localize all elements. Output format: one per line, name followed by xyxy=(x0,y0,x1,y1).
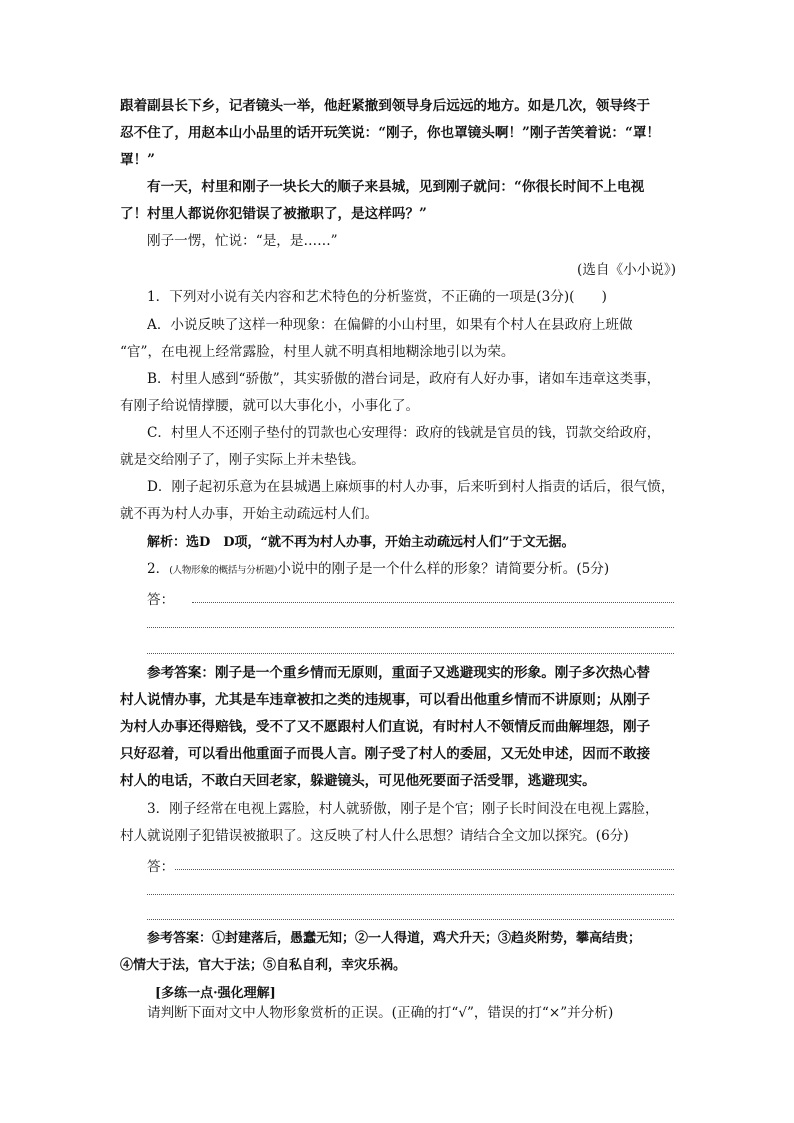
answer-line[interactable] xyxy=(175,869,674,870)
question-2-reference: 只好忍着，可以看出他重面子而畏人言。刚子受了村人的委屈，又无处申述，因而不敢接 xyxy=(120,746,651,762)
answer-label: 答： xyxy=(147,859,175,875)
question-1-stem: 1．下列对小说有关内容和艺术特色的分析鉴赏，不正确的一项是(3分)( ) xyxy=(147,289,607,305)
question-2-reference: 村人的电话，不敢白天回老家，躲避镜头，可见他死要面子活受罪，逃避现实。 xyxy=(120,773,596,789)
story-line: 刚子一愣，忙说：“是，是……” xyxy=(147,233,338,249)
story-line: 跟着副县长下乡，记者镜头一举，他赶紧撤到领导身后远远的地方。如是几次，领导终于 xyxy=(120,98,651,114)
answer-line[interactable] xyxy=(147,653,674,654)
option-b: 有刚子给说情撑腰，就可以大事化小，小事化了。 xyxy=(120,398,420,414)
option-a: “官”，在电视上经常露脸，村里人就不明真相地糊涂地引以为荣。 xyxy=(120,344,515,360)
source-citation: (选自《小小说》) xyxy=(577,262,676,278)
option-b: B．村里人感到“骄傲”，其实骄傲的潜台词是，政府有人好办事，诸如车违章这类事， xyxy=(147,371,661,387)
question-3-reference: 参考答案：①封建落后，愚蠢无知；②一人得道，鸡犬升天；③趋炎附势，攀高结贵； xyxy=(147,931,642,946)
question-3-reference: ④情大于法，官大于法；⑤自私自利，幸灾乐祸。 xyxy=(120,958,407,973)
answer-line[interactable] xyxy=(147,919,674,920)
question-3-stem: 3．刚子经常在电视上露脸，村人就骄傲，刚子是个官；刚子长时间没在电视上露脸， xyxy=(147,801,659,817)
question-3-stem: 村人就说刚子犯错误被撤职了。这反映了村人什么思想？请结合全文加以探究。(6分) xyxy=(120,828,629,844)
answer-label: 答： xyxy=(147,592,175,608)
story-line: 有一天，村里和刚子一块长大的顺子来县城，见到刚子就问：“你很长时间不上电视 xyxy=(147,179,645,195)
option-d: D．刚子起初乐意为在县城遇上麻烦事的村人办事，后来听到村人指责的话后，很气愤， xyxy=(147,479,675,495)
answer-line[interactable] xyxy=(192,602,674,603)
question-2-reference: 村人说情办事，尤其是车违章被扣之类的违规事，可以看出他重乡情而不讲原则；从刚子 xyxy=(120,692,651,708)
option-c: 就是交给刚子了，刚子实际上并未垫钱。 xyxy=(120,452,365,468)
answer-line[interactable] xyxy=(147,627,674,628)
answer-line[interactable] xyxy=(147,894,674,895)
practice-instruction: 请判断下面对文中人物形象赏析的正误。(正确的打“√”，错误的打“×”并分析) xyxy=(147,1005,614,1021)
question-2-reference: 为村人办事还得赔钱，受不了又不愿跟村人们直说，有时村人不领情反而曲解埋怨，刚子 xyxy=(120,719,651,735)
question-2-stem xyxy=(147,560,676,580)
question-type-tag: (人物形象的概括与分析题) xyxy=(169,565,278,576)
practice-section-title: [多练一点·强化理解] xyxy=(155,986,276,1001)
option-a: A．小说反映了这样一种现象：在偏僻的小山村里，如果有个村人在县政府上班做 xyxy=(147,317,633,333)
question-2-reference: 参考答案：刚子是一个重乡情而无原则，重面子又逃避现实的形象。刚子多次热心替 xyxy=(147,665,650,681)
story-line: 罩！” xyxy=(120,152,156,168)
question-text: 小说中的刚子是一个什么样的形象？请简要分析。(5分) xyxy=(277,561,610,577)
question-1-analysis: 解析：选D D项，“就不再为村人办事，开始主动疏远村人们”于文无据。 xyxy=(147,535,575,550)
story-line: 了！村里人都说你犯错误了被撤职了，是这样吗？” xyxy=(120,206,427,222)
story-line: 忍不住了，用赵本山小品里的话开玩笑说：“刚子，你也罩镜头啊！”刚子苦笑着说：“罩！ xyxy=(120,125,661,141)
option-c: C．村里人不还刚子垫付的罚款也心安理得：政府的钱就是官员的钱，罚款交给政府， xyxy=(147,425,661,441)
option-d: 就不再为村人办事，开始主动疏远村人们。 xyxy=(120,506,379,522)
question-number: 2． xyxy=(147,561,170,577)
